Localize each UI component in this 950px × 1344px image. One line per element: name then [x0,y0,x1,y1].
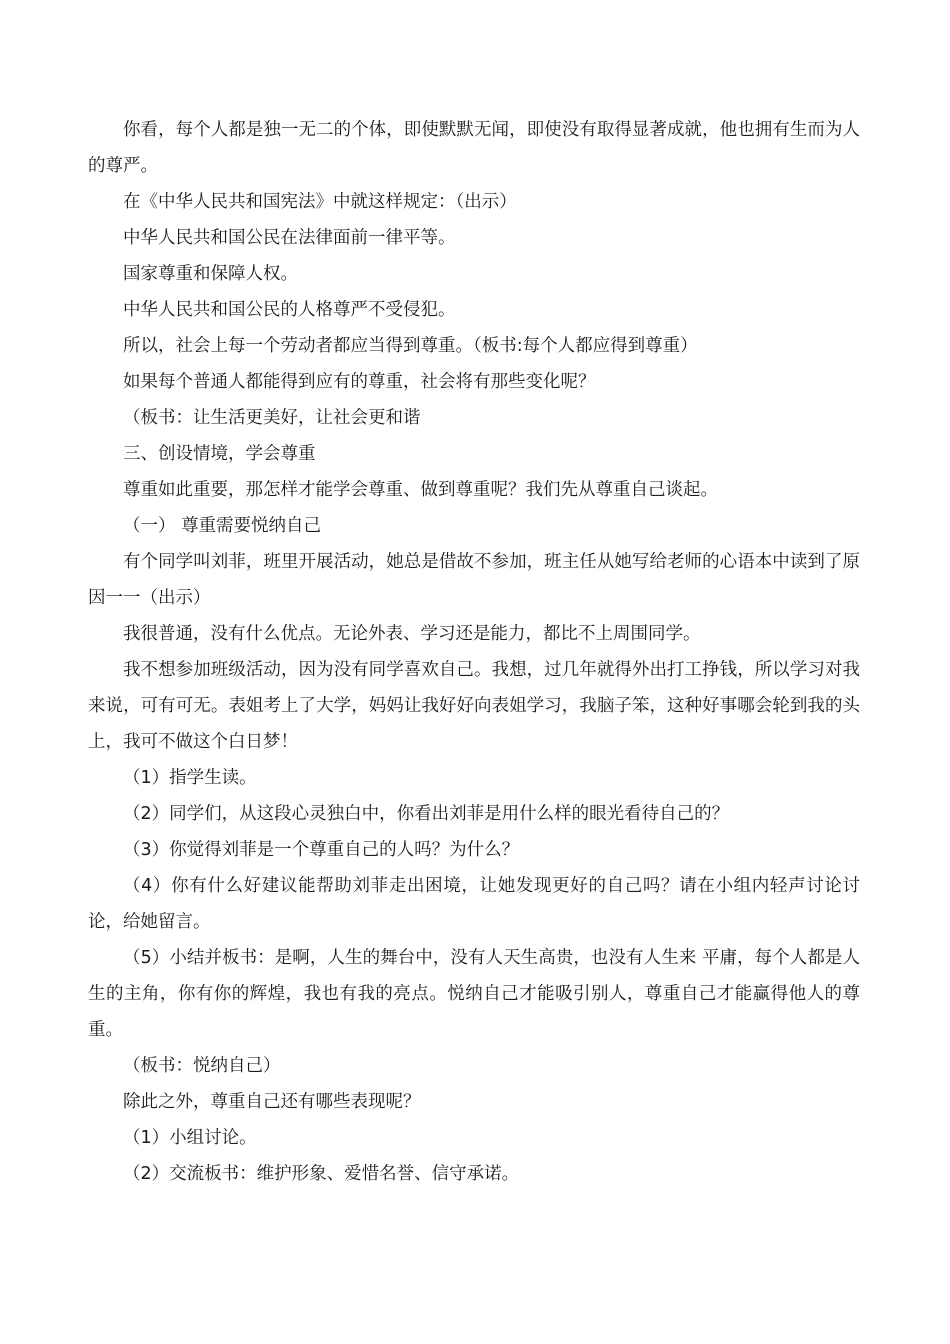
paragraph: 国家尊重和保障人权。 [123,264,298,284]
paragraph: 中华人民共和国公民在法律面前一律平等。 [123,228,456,248]
paragraph: 中华人民共和国公民的人格尊严不受侵犯。 [123,300,456,320]
paragraph: 有个同学叫刘菲，班里开展活动，她总是借故不参加，班主任从她写给老师的心语本中读到了原因一一（出示） [88,552,860,608]
paragraph: 所以，社会上每一个劳动者都应当得到尊重。（板书:每个人都应得到尊重） [123,336,698,356]
list-item: （3）你觉得刘菲是一个尊重自己的人吗？为什么？ [123,840,520,860]
paragraph: （板书：悦纳自己） [123,1056,281,1076]
paragraph: 在《中华人民共和国宪法》中就这样规定：（出示） [123,192,517,212]
paragraph: （板书：让生活更美好，让社会更和谐 [123,408,421,428]
subsection-heading: （一） 尊重需要悦纳自己 [123,516,322,536]
list-item: （2）同学们，从这段心灵独白中，你看出刘菲是用什么样的眼光看待自己的？ [123,804,730,824]
paragraph: 我很普通，没有什么优点。无论外表、学习还是能力，都比不上周围同学。 [123,624,701,644]
list-item: （5）小结并板书：是啊，人生的舞台中，没有人天生高贵，也没有人生来 平庸，每个人都是人生的主角，你有你的辉煌，我也有我的亮点。悦纳自己才能吸引别人，尊重自己才能赢得他人的尊重。 [88,948,860,1040]
paragraph: 你看，每个人都是独一无二的个体，即使默默无闻，即使没有取得显著成就，他也拥有生而为人的尊严。 [88,120,860,176]
paragraph: 我不想参加班级活动，因为没有同学喜欢自己。我想，过几年就得外出打工挣钱，所以学习对我来说，可有可无。表姐考上了大学，妈妈让我好好向表姐学习，我脑子笨，这种好事哪会轮到我的头上，我可不做这个白日梦！ [88,660,860,752]
list-item: （4）你有什么好建议能帮助刘菲走出困境，让她发现更好的自己吗？请在小组内轻声讨论讨论，给她留言。 [88,876,860,932]
section-heading: 三、创设情境，学会尊重 [123,444,316,464]
list-item: （1）指学生读。 [123,768,257,788]
document-body [88,112,860,1192]
list-item: （1）小组讨论。 [123,1128,257,1148]
paragraph: 尊重如此重要，那怎样才能学会尊重、做到尊重呢？我们先从尊重自己谈起。 [123,480,718,500]
list-item: （2）交流板书：维护形象、爱惜名誉、信守承诺。 [123,1164,520,1184]
paragraph: 除此之外，尊重自己还有哪些表现呢？ [123,1092,421,1112]
paragraph: 如果每个普通人都能得到应有的尊重，社会将有那些变化呢？ [123,372,596,392]
